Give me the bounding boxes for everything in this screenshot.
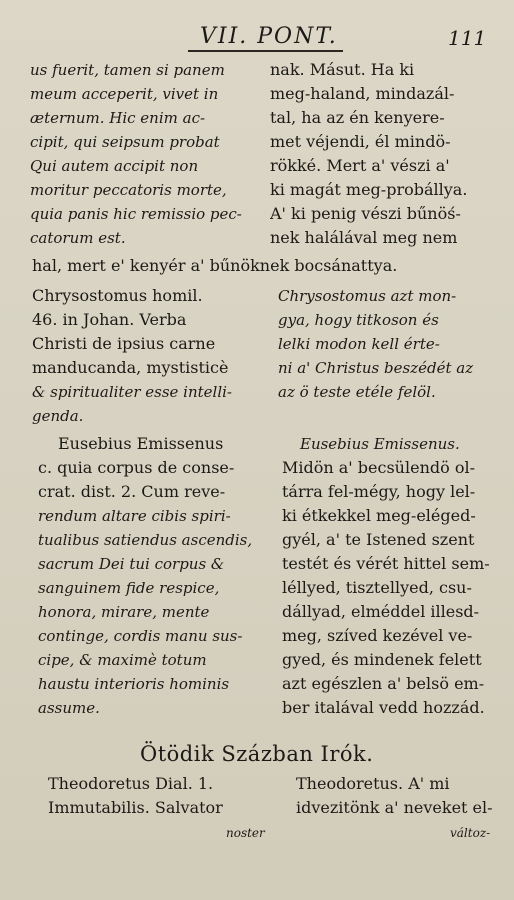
hungarian-line: ki étkekkel meg-eléged- <box>282 506 476 525</box>
hungarian-line: meg, szíved kezével ve- <box>282 626 473 645</box>
latin-line: cipit, qui seipsum probat <box>30 133 220 151</box>
latin-line: cipe, & maximè totum <box>38 651 207 669</box>
hungarian-line: meg-haland, mindazál- <box>270 84 455 103</box>
latin-line: quia panis hic remissio pec- <box>30 205 242 223</box>
hungarian-line: lelki modon kell érte- <box>278 335 440 353</box>
latin-line: æternum. Hic enim ac- <box>30 109 206 127</box>
latin-line: catorum est. <box>30 229 126 247</box>
latin-line: Eusebius Emissenus <box>58 434 224 453</box>
hungarian-line: tárra fel-mégy, hogy lel- <box>282 482 476 501</box>
hungarian-line: léllyed, tisztellyed, csu- <box>282 578 472 597</box>
latin-line: Qui autem accipit non <box>30 157 199 175</box>
latin-column-b <box>32 284 264 428</box>
latin-line: c. quia corpus de conse- <box>38 458 235 477</box>
latin-line: assume. <box>38 699 100 717</box>
latin-line: continge, cordis manu sus- <box>38 627 243 645</box>
latin-column-c <box>38 432 270 720</box>
hungarian-line: ni a' Christus beszédét az <box>278 359 474 377</box>
hungarian-line: az ö teste etéle felöl. <box>278 383 436 401</box>
hungarian-column-d <box>296 772 506 820</box>
latin-line: genda. <box>32 407 84 425</box>
hungarian-line: gyed, és mindenek felett <box>282 650 482 669</box>
hungarian-line: testét és vérét hittel sem- <box>282 554 490 573</box>
hungarian-line: idvezitönk a' neveket el- <box>296 798 493 817</box>
hungarian-line: gyél, a' te Istened szent <box>282 530 475 549</box>
hungarian-line: ber italával vedd hozzád. <box>282 698 485 717</box>
hungarian-column-b <box>278 284 504 404</box>
catchword-left: noster <box>226 826 265 840</box>
hungarian-line: gya, hogy titkoson és <box>278 311 439 329</box>
hungarian-line: Midön a' becsülendö ol- <box>282 458 475 477</box>
hungarian-line: Eusebius Emissenus. <box>300 435 460 453</box>
latin-line: sacrum Dei tui corpus & <box>38 555 225 573</box>
page-header <box>0 22 514 52</box>
latin-column-a <box>30 58 262 250</box>
latin-line: manducanda, mystisticè <box>32 358 229 377</box>
latin-line: us fuerit, tamen si panem <box>30 61 225 79</box>
section-heading-text: Ötödik Százban Irók. <box>140 742 374 766</box>
continuation-line: hal, mert e' kenyér a' bűnöknek bocsánattya. <box>32 256 398 275</box>
latin-line: Christi de ipsius carne <box>32 334 216 353</box>
hungarian-line: Chrysostomus azt mon- <box>278 287 457 305</box>
latin-line: meum acceperit, vivet in <box>30 85 219 103</box>
latin-column-d <box>48 772 270 820</box>
hungarian-line: met véjendi, él mindö- <box>270 132 451 151</box>
running-title: VII. PONT. <box>200 24 338 49</box>
hungarian-line: ki magát meg-probállya. <box>270 180 468 199</box>
hungarian-line: A' ki penig vészi bűnöś- <box>270 204 461 223</box>
latin-line: Chrysostomus homil. <box>32 286 203 305</box>
catchword-right: változ- <box>450 826 491 840</box>
hungarian-line: nek halálával meg nem <box>270 228 458 247</box>
hungarian-line: nak. Másut. Ha ki <box>270 60 415 79</box>
section-heading <box>140 740 440 768</box>
latin-line: honora, mirare, mente <box>38 603 210 621</box>
hungarian-column-c <box>282 432 504 720</box>
hungarian-column-a <box>270 58 502 250</box>
full-width-line <box>32 254 502 278</box>
latin-line: sanguinem fide respice, <box>38 579 220 597</box>
latin-line: 46. in Johan. Verba <box>32 310 187 329</box>
hungarian-line: dállyad, elméddel illesd- <box>282 602 480 621</box>
latin-line: crat. dist. 2. Cum reve- <box>38 482 226 501</box>
latin-line: tualibus satiendus ascendis, <box>38 531 253 549</box>
hungarian-line: Theodoretus. A' mi <box>296 774 450 793</box>
latin-line: haustu interioris hominis <box>38 675 230 693</box>
latin-line: Theodoretus Dial. 1. <box>48 774 214 793</box>
page-number: 111 <box>448 26 487 50</box>
hungarian-line: azt egészlen a' belsö em- <box>282 674 485 693</box>
header-rule <box>188 50 343 52</box>
latin-line: & spiritualiter esse intelli- <box>32 383 232 401</box>
hungarian-line: rökké. Mert a' vészi a' <box>270 156 450 175</box>
hungarian-line: tal, ha az én kenyere- <box>270 108 445 127</box>
latin-line: Immutabilis. Salvator <box>48 798 223 817</box>
latin-line: moritur peccatoris morte, <box>30 181 227 199</box>
latin-line: rendum altare cibis spiri- <box>38 507 231 525</box>
